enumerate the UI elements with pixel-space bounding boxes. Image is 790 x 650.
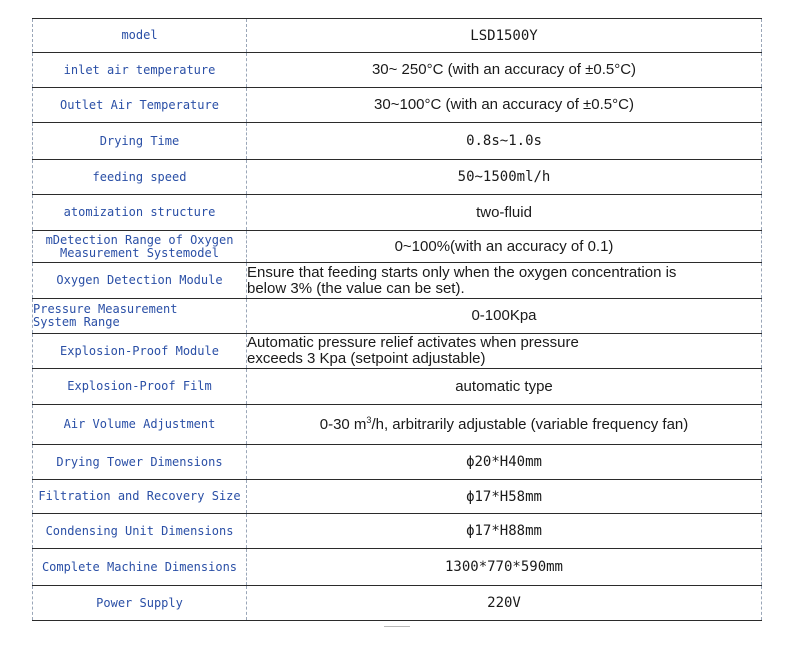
param-value-air-volume-adjustment: [247, 405, 762, 445]
param-label-feeding-speed: feeding speed: [33, 160, 247, 195]
spec-table: [32, 18, 762, 621]
param-value-pressure-measurement-range: 0-100Kpa: [247, 299, 762, 334]
label-line: mDetection Range of Oxygen: [45, 232, 234, 247]
table-row: [33, 514, 762, 549]
param-value-oxygen-detection-range: 0~100%(with an accuracy of 0.1): [247, 231, 762, 263]
param-label-power-supply: Power Supply: [33, 586, 247, 621]
table-row: [33, 123, 762, 160]
param-label-drying-tower-dimensions: Drying Tower Dimensions: [33, 445, 247, 480]
table-row: [33, 231, 762, 263]
param-label-complete-machine-dimensions: Complete Machine Dimensions: [33, 549, 247, 586]
param-value-explosion-proof-film: automatic type: [247, 369, 762, 405]
value-line: below 3% (the value can be set).: [247, 279, 465, 297]
value-text: 0-30 m: [319, 415, 367, 433]
table-row: [33, 549, 762, 586]
table-row: [33, 88, 762, 123]
param-label-oxygen-detection-range: [33, 231, 247, 263]
param-value-model: LSD1500Y: [247, 19, 762, 53]
param-label-air-volume-adjustment: Air Volume Adjustment: [33, 405, 247, 445]
param-label-inlet-air-temperature: inlet air temperature: [33, 53, 247, 88]
value-line: Automatic pressure relief activates when pressure: [247, 334, 579, 351]
value-line: exceeds 3 Kpa (setpoint adjustable): [247, 350, 486, 367]
param-label-drying-time: Drying Time: [33, 123, 247, 160]
param-label-outlet-air-temperature: Outlet Air Temperature: [33, 88, 247, 123]
table-row: [33, 480, 762, 514]
label-line: System Range: [33, 315, 120, 329]
divider: [384, 626, 410, 627]
table-row: [33, 334, 762, 369]
param-label-explosion-proof-module: Explosion-Proof Module: [33, 334, 247, 369]
label-line: Pressure Measurement: [33, 302, 178, 316]
param-value-drying-time: 0.8s~1.0s: [247, 123, 762, 160]
table-row: [33, 19, 762, 53]
param-label-condensing-unit-dimensions: Condensing Unit Dimensions: [33, 514, 247, 549]
param-label-pressure-measurement-range: [33, 299, 247, 334]
param-label-model: model: [33, 19, 247, 53]
param-value-feeding-speed: 50~1500ml/h: [247, 160, 762, 195]
table-row: [33, 160, 762, 195]
table-row: [33, 195, 762, 231]
param-label-filtration-recovery-size: Filtration and Recovery Size: [33, 480, 247, 514]
param-value-drying-tower-dimensions: ϕ20*H40mm: [247, 445, 762, 480]
table-row: [33, 586, 762, 621]
label-line: Measurement Systemodel: [60, 245, 219, 260]
value-text: /h, arbitrarily adjustable (variable frequency fan): [371, 415, 689, 433]
param-value-outlet-air-temperature: 30~100°C (with an accuracy of ±0.5°C): [247, 88, 762, 123]
table-row: [33, 263, 762, 299]
table-row: [33, 405, 762, 445]
param-value-complete-machine-dimensions: 1300*770*590mm: [247, 549, 762, 586]
param-label-atomization-structure: atomization structure: [33, 195, 247, 231]
table-row: [33, 445, 762, 480]
table-row: [33, 53, 762, 88]
param-value-power-supply: 220V: [247, 586, 762, 621]
param-value-filtration-recovery-size: ϕ17*H58mm: [247, 480, 762, 514]
value-line: Ensure that feeding starts only when the oxygen concentration is: [247, 263, 677, 281]
param-value-inlet-air-temperature: 30~ 250°C (with an accuracy of ±0.5°C): [247, 53, 762, 88]
param-label-explosion-proof-film: Explosion-Proof Film: [33, 369, 247, 405]
param-value-explosion-proof-module: [247, 334, 762, 369]
param-value-atomization-structure: two-fluid: [247, 195, 762, 231]
param-value-oxygen-detection-module: [247, 263, 762, 299]
param-value-condensing-unit-dimensions: ϕ17*H88mm: [247, 514, 762, 549]
table-row: [33, 299, 762, 334]
superscript: 3: [366, 414, 372, 425]
param-label-oxygen-detection-module: Oxygen Detection Module: [33, 263, 247, 299]
table-row: [33, 369, 762, 405]
